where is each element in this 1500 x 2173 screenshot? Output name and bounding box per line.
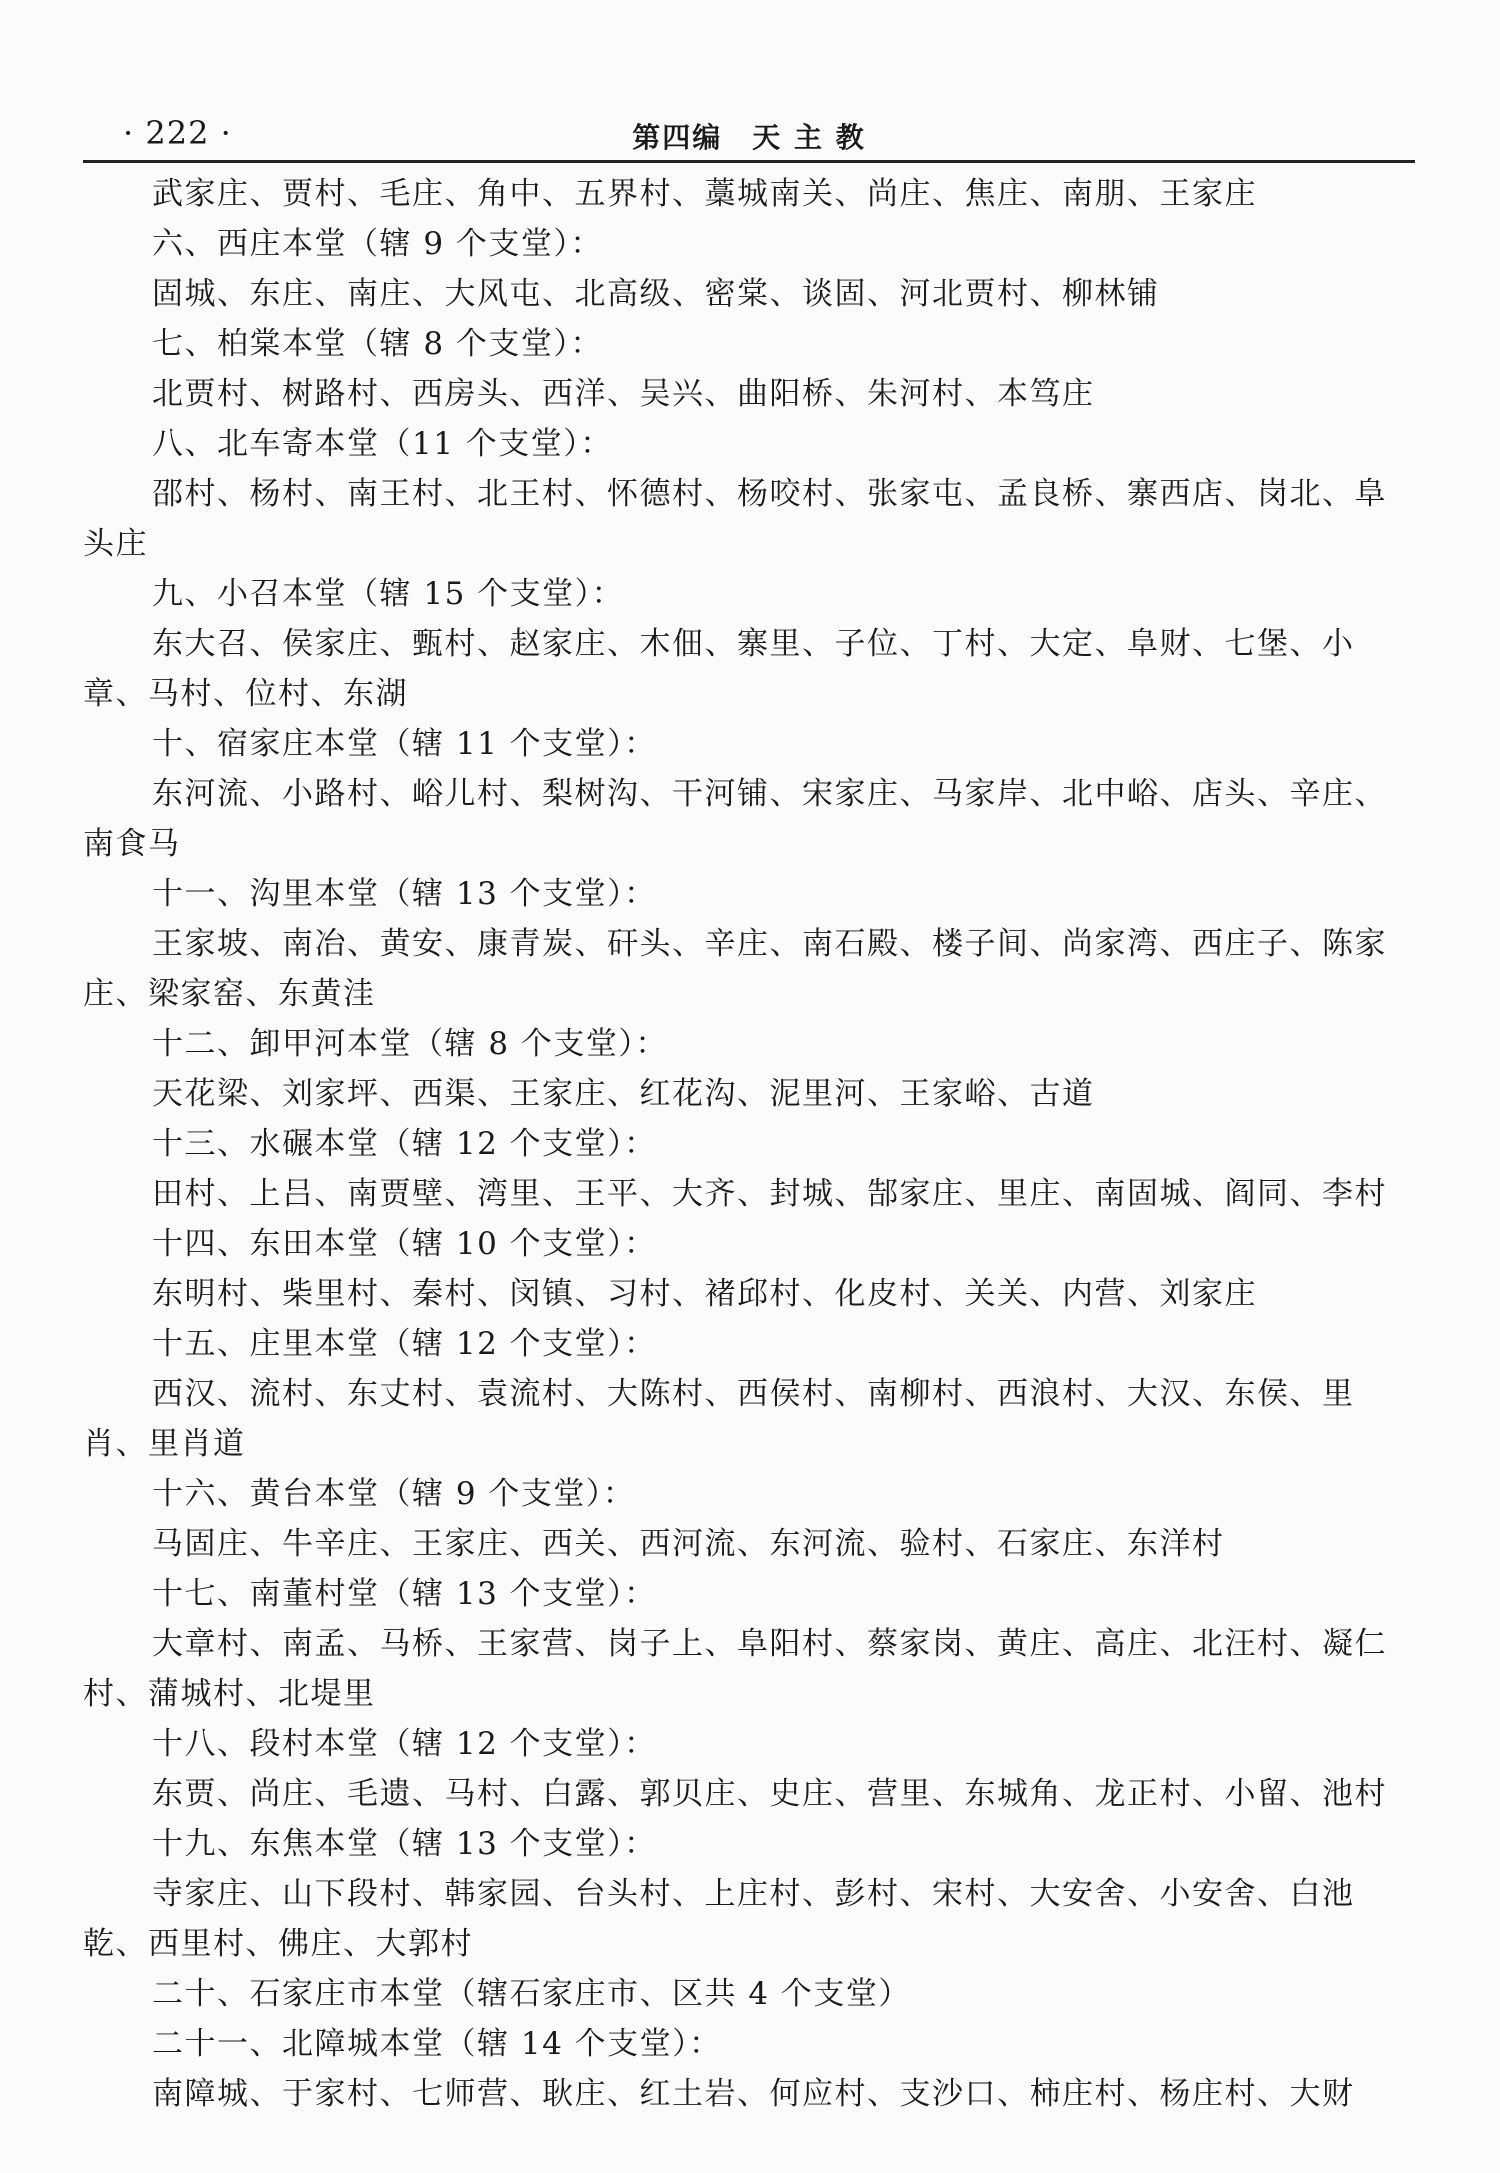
text-line: 村、蒲城村、北堤里 <box>83 1676 376 1712</box>
text-line: 邵村、杨村、南王村、北王村、怀德村、杨咬村、张家屯、孟良桥、寨西店、岗北、阜 <box>152 476 1387 512</box>
text-line: 十四、东田本堂（辖 10 个支堂）： <box>152 1226 657 1262</box>
text-line: 十九、东焦本堂（辖 13 个支堂）： <box>152 1826 657 1862</box>
text-line: 十三、水碾本堂（辖 12 个支堂）： <box>152 1126 657 1162</box>
text-line: 田村、上吕、南贾壁、湾里、王平、大齐、封城、郜家庄、里庄、南固城、阎同、李村 <box>152 1176 1387 1212</box>
text-line: 六、西庄本堂（辖 9 个支堂）： <box>152 226 603 262</box>
running-head: 第四编 天 主 教 <box>632 121 866 154</box>
text-line: 南食马 <box>83 826 181 862</box>
text-line: 章、马村、位村、东湖 <box>83 676 408 712</box>
text-line: 天花梁、刘家坪、西渠、王家庄、红花沟、泥里河、王家峪、古道 <box>152 1076 1095 1112</box>
text-line: 东河流、小路村、峪儿村、梨树沟、干河铺、宋家庄、马家岸、北中峪、店头、辛庄、 <box>152 776 1387 812</box>
text-line: 十二、卸甲河本堂（辖 8 个支堂）： <box>152 1026 668 1062</box>
text-line: 大章村、南孟、马桥、王家营、岗子上、阜阳村、蔡家岗、黄庄、高庄、北汪村、凝仁 <box>152 1626 1387 1662</box>
text-line: 马固庄、牛辛庄、王家庄、西关、西河流、东河流、验村、石家庄、东洋村 <box>152 1526 1225 1562</box>
text-line: 武家庄、贾村、毛庄、角中、五界村、藁城南关、尚庄、焦庄、南朋、王家庄 <box>152 176 1257 212</box>
text-line: 十六、黄台本堂（辖 9 个支堂）： <box>152 1476 636 1512</box>
text-line: 王家坡、南冶、黄安、康青炭、矸头、辛庄、南石殿、楼子间、尚家湾、西庄子、陈家 <box>152 926 1387 962</box>
text-line: 东贾、尚庄、毛遗、马村、白露、郭贝庄、史庄、营里、东城角、龙正村、小留、池村 <box>152 1776 1387 1812</box>
text-line: 肖、里肖道 <box>83 1426 246 1462</box>
text-line: 二十、石家庄市本堂（辖石家庄市、区共 4 个支堂） <box>152 1976 911 2012</box>
text-line: 七、柏棠本堂（辖 8 个支堂）： <box>152 326 603 362</box>
text-line: 十、宿家庄本堂（辖 11 个支堂）： <box>152 726 657 762</box>
text-line: 庄、梁家窑、东黄洼 <box>83 976 376 1012</box>
text-line: 九、小召本堂（辖 15 个支堂）： <box>152 576 625 612</box>
text-line: 十一、沟里本堂（辖 13 个支堂）： <box>152 876 657 912</box>
text-line: 寺家庄、山下段村、韩家园、台头村、上庄村、彭村、宋村、大安舍、小安舍、白池 <box>152 1876 1355 1912</box>
text-line: 十八、段村本堂（辖 12 个支堂）： <box>152 1726 657 1762</box>
text-line: 二十一、北障城本堂（辖 14 个支堂）： <box>152 2026 722 2062</box>
text-line: 八、北车寄本堂（11 个支堂）： <box>152 426 613 462</box>
text-line: 北贾村、树路村、西房头、西洋、吴兴、曲阳桥、朱河村、本笃庄 <box>152 376 1095 412</box>
text-line: 头庄 <box>83 526 148 562</box>
text-line: 西汉、流村、东丈村、袁流村、大陈村、西侯村、南柳村、西浪村、大汉、东侯、里 <box>152 1376 1355 1412</box>
text-line: 十五、庄里本堂（辖 12 个支堂）： <box>152 1326 657 1362</box>
text-line: 东明村、柴里村、秦村、闵镇、习村、褚邱村、化皮村、关关、内营、刘家庄 <box>152 1276 1257 1312</box>
text-line: 东大召、侯家庄、甄村、赵家庄、木佃、寨里、子位、丁村、大定、阜财、七堡、小 <box>152 626 1355 662</box>
text-line: 南障城、于家村、七师营、耿庄、红土岩、何应村、支沙口、柿庄村、杨庄村、大财 <box>152 2076 1355 2112</box>
text-line: 乾、西里村、佛庄、大郭村 <box>83 1926 473 1962</box>
text-line: 十七、南董村堂（辖 13 个支堂）： <box>152 1576 657 1612</box>
text-line: 固城、东庄、南庄、大风屯、北高级、密棠、谈固、河北贾村、柳林铺 <box>152 276 1160 312</box>
body-text <box>83 169 1415 2119</box>
book-page <box>83 108 1415 2119</box>
page-number: · 222 · <box>123 114 232 152</box>
page-header <box>83 108 1415 163</box>
